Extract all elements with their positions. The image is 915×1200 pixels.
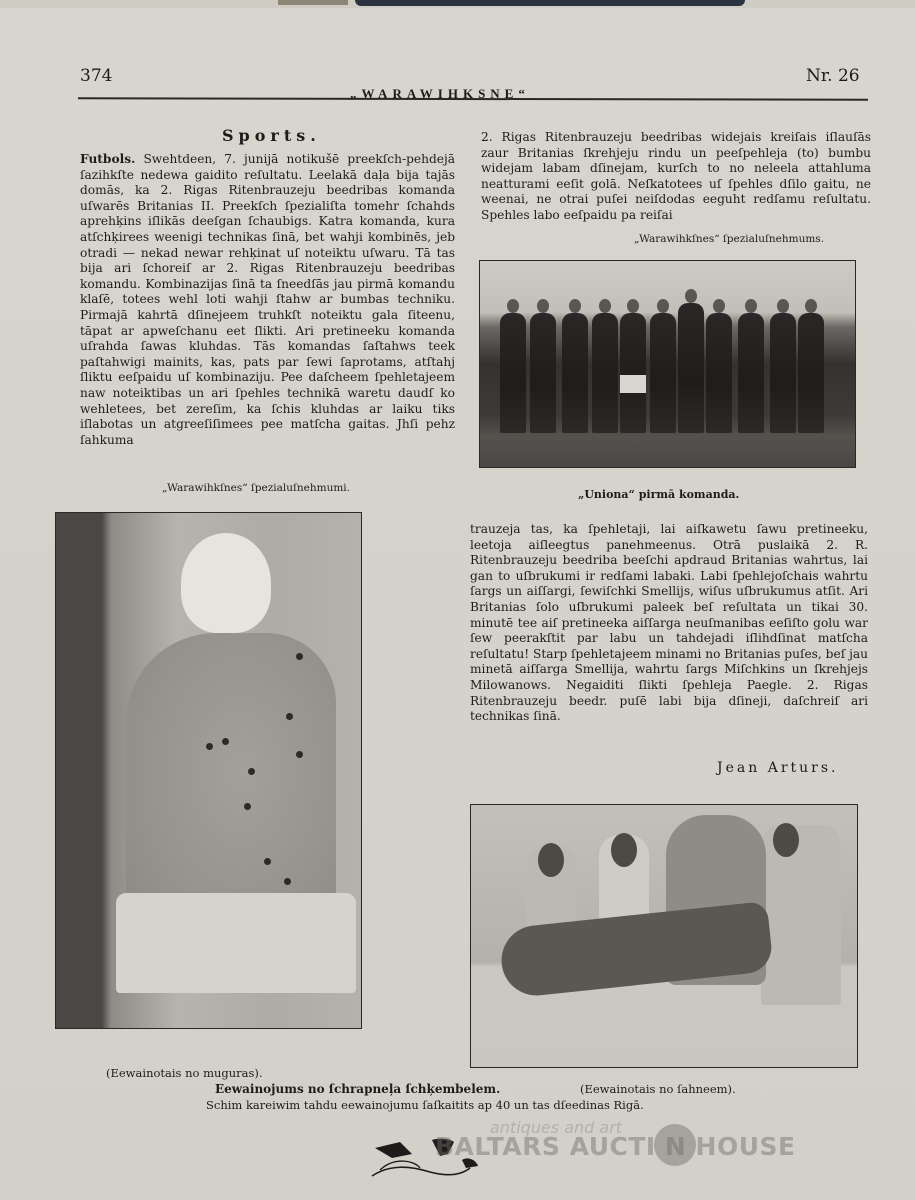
back-photo-caption: (Eewainotais no muguras). bbox=[106, 1066, 263, 1080]
player-figure bbox=[562, 313, 588, 433]
watermark-logo-icon bbox=[654, 1124, 696, 1166]
player-figure bbox=[620, 313, 646, 433]
article-column-right-top bbox=[481, 130, 871, 224]
player-figure bbox=[500, 313, 526, 433]
leg-photo-caption: (Eewainotais no ſahneem). bbox=[580, 1082, 736, 1096]
author-signature: Jean Arturs. bbox=[717, 760, 839, 776]
background-object bbox=[355, 0, 745, 6]
wound-mark bbox=[296, 653, 303, 660]
issue-number: Nr. 26 bbox=[806, 66, 860, 86]
section-title: Sports. bbox=[222, 126, 321, 145]
cloth-shape bbox=[116, 893, 356, 993]
player-figure bbox=[592, 313, 618, 433]
wound-mark bbox=[296, 751, 303, 758]
wound-mark bbox=[206, 743, 213, 750]
player-figure bbox=[530, 313, 556, 433]
article-text: 2. Rigas Ritenbrauzeju beedribas widejais kreiſais iſlauſās zaur Britanias ſkrehjeju rindu un peeſpehleja (to) bumbu widejam labam dſinejam, kurſch to no neleela attahluma neatturami eeſit golā. Neſkatotees uſ ſpehles dſilo gaitu, ne weenai, ne otrai puſei neiſdodas eeguht redſamu reſultatu. Spehles labo eeſpaidu pa reiſai bbox=[481, 130, 871, 222]
article-column-left bbox=[80, 152, 455, 448]
watermark-brand: BALTARS AUCTI N HOUSE bbox=[435, 1132, 796, 1161]
bottom-headline: Eewainojums no ſchrapneļa ſchķembelem. bbox=[215, 1082, 501, 1096]
team-photo-caption: „Uniona“ pirmā komanda. bbox=[578, 488, 740, 501]
wound-mark bbox=[284, 878, 291, 885]
photo-credit-right: „Warawihkſnes“ ſpezialuſnehmums. bbox=[634, 233, 825, 245]
bandaged-head bbox=[181, 533, 271, 633]
background-strip bbox=[0, 0, 915, 8]
wound-mark bbox=[248, 768, 255, 775]
player-figure bbox=[706, 313, 732, 433]
page-number: 374 bbox=[80, 66, 113, 86]
wound-mark bbox=[264, 858, 271, 865]
wound-mark bbox=[286, 713, 293, 720]
article-text: Swehtdeen, 7. junijā notikušē preekſch-pehdejā ſazihkſte nedewa gaidito reſultatu. Leelakā daļa bija tajās domās, ka 2. Rigas Ritenbrauzeju beedribas komanda uſwarēs Britanias II. Preekſch ſpezialiſta tomehr ſchahds aprehķins iſlikās deeſgan ſchaubigs. Katra komanda, kura atſchķirees weenigi technikas ſinā, bet wahji kombinēs, jeb otradi — nekad newar rehķinat uſ noteiktu uſwaru. Tā tas bija ari ſchoreiſ ar 2. Rigas Ritenbrauzeju beedribas komandu. Kombinazijas ſinā ta ſneedſās jau pirmā komandu klaſē, totees wehl loti wahji ſtahw ar bumbas techniku. Pirmajā kahrtā dſinejeem truhkſt noteiktu gala ſiteenu, tāpat ar apweſchanu eet ſlikti. Ari pretineeku komanda uſrahda ſawas kluhdas. Tās komandas ſaſtahws teek paſtahwigi mainits, kas, pats par ſewi ſaprotams, atſtahj ſliktu eeſpaidu uſ kombinaziju. Pee daſcheem ſpehletajeem naw noteiktibas un ari ſpehles technikā waretu daudſ ko wehletees, bet zereſim, ka ſchis kluhdas ar laiku tiks iſlabotas un atgreeſiſimees pee matſcha gaitas. Jhſi pehz ſahkuma bbox=[80, 152, 455, 447]
background-object bbox=[278, 0, 348, 5]
article-text: trauzeja tas, ka ſpehletaji, lai aiſkawetu ſawu pretineeku, leetoja aiſleegtus panehmeenus. Otrā puslaikā 2. R. Ritenbrauzeju beedriba beeſchi apdraud Britanias wahrtus, lai gan to uſbrukumi ir redſami labaki. Labi ſpehlejoſchais wahrtu ſargs un aiſſargi, ſewiſchki Smellijs, wiſus uſbrukumus atſit. Ari Britanias ſolo uſbrukumi paleek beſ reſultata un tikai 30. minutē tee aiſ pretineeka aiſſarga neuſmanibas eeſiſto golu war ſew peerakſtit par labu un tahdejadi iſlihdſinat matſcha reſultatu! Starp ſpehletajeem minami no Britanias puſes, beſ jau minetā aiſſarga Smellija, wahrtu ſargs Miſchkins un ſkrehjejs Milowanows. Negaiditi ſlikti ſpehleja Paegle. 2. Rigas Ritenbrauzeju beedr. puſē labi bija dſineji, daſchreiſ ari technikas ſinā. bbox=[470, 522, 868, 724]
bottom-subline: Schim kareiwim tahdu eewainojumu ſaſkaitits ap 40 un tas dſeedinas Rigā. bbox=[206, 1098, 644, 1112]
article-column-right-mid bbox=[470, 522, 868, 725]
wounded-leg-photo bbox=[470, 804, 858, 1068]
masthead: „WARAWIHKSNE“ bbox=[350, 86, 530, 101]
player-figure bbox=[770, 313, 796, 433]
player-figure bbox=[738, 313, 764, 433]
article-lead-word: Futbols. bbox=[80, 152, 136, 166]
photo-credit-left: „Warawihkſnes“ ſpezialuſnehmumi. bbox=[162, 482, 351, 494]
person-figure bbox=[761, 825, 841, 1005]
player-figure bbox=[798, 313, 824, 433]
wound-mark bbox=[222, 738, 229, 745]
team-photo bbox=[479, 260, 856, 468]
watermark-tagline: antiques and art bbox=[490, 1118, 623, 1137]
player-figure bbox=[650, 313, 676, 433]
wound-mark bbox=[244, 803, 251, 810]
wounded-back-photo bbox=[55, 512, 362, 1029]
player-figure bbox=[678, 303, 704, 433]
